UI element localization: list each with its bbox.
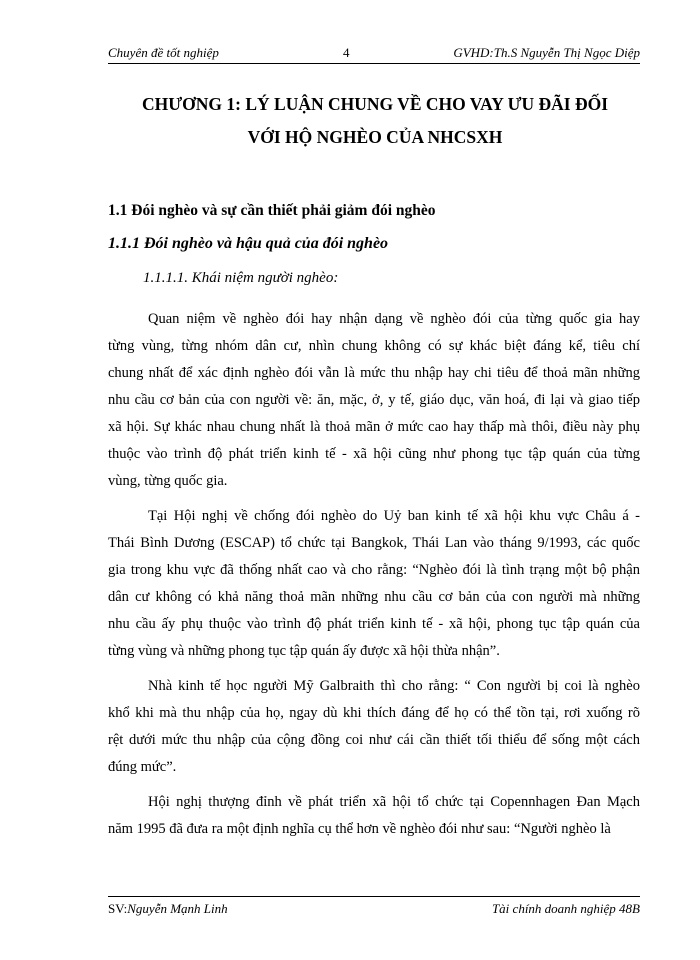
student-label: SV: [108,901,128,916]
text-line: nhu cầu ấy phụ thuộc vào trình độ phát triển kinh tế - xã hội, phong tục tập quán của [108,616,640,632]
paragraph [108,306,640,495]
text-line: gia trong khu vực đã thống nhất cao và cho rằng: “Nghèo đói là tình trạng một bộ phận [108,562,640,578]
body-text [108,306,640,851]
subsubsection-heading: 1.1.1.1. Khái niệm người nghèo: [143,270,339,286]
header-advisor: GVHD:Th.S Nguyễn Thị Ngọc Diệp [453,45,640,60]
paragraph [108,673,640,781]
text-line: xã hội. Sự khác nhau chung nhất là thoả mãn ở mức cao hay thấp mà thôi, điều này phụ [108,419,640,435]
text-line: chung nhất để xác định nghèo đói vẫn là mức thu nhập hay chi tiêu để thoả mãn những [108,365,640,381]
student-name: Nguyễn Mạnh Linh [127,901,228,916]
footer-major: Tài chính doanh nghiệp 48B [491,901,640,916]
text-line: nhu cầu cơ bản của con người về: ăn, mặc, ở, y tế, giáo dục, văn hoá, đi lại và giao tiếp [108,392,640,408]
footer-student [108,901,228,917]
text-line: Nhà kinh tế học người Mỹ Galbraith thì cho rằng: “ Con người bị coi là nghèo [148,678,640,694]
text-line: Quan niệm về nghèo đói hay nhận dạng về nghèo đói của từng quốc gia hay [148,311,640,327]
paragraph [108,503,640,665]
paragraph [108,789,640,843]
text-line: dân cư không có khả năng thoả mãn những nhu cầu cơ bản của con người mà những [108,589,640,605]
text-line: từng vùng, từng nhóm dân cư, nhìn chung không có sự khác biệt đáng kể, tiêu chí [108,338,640,354]
subsection-heading: 1.1.1 Đói nghèo và hậu quả của đói nghèo [108,235,389,252]
text-line: Thái Bình Dương (ESCAP) tổ chức tại Bangkok, Thái Lan vào tháng 9/1993, các quốc [108,535,640,551]
page-number: 4 [343,45,350,60]
text-line: Hội nghị thượng đỉnh về phát triển xã hội tổ chức tại Copennhagen Đan Mạch [148,794,640,810]
page-footer [108,896,640,916]
text-line: khổ khi mà thu nhập của họ, ngay dù khi thích đáng để họ có thể tồn tại, rơi xuống rõ [108,705,640,721]
section-heading: 1.1 Đói nghèo và sự cần thiết phải giảm đói nghèo [108,202,436,219]
text-line: vùng, từng quốc gia. [108,473,228,489]
text-line: rệt dưới mức thu nhập của cộng đồng coi như cái cần thiết tối thiểu để sống một cách [108,732,640,748]
text-line: thuộc vào trình độ phát triển kinh tế - xã hội cũng như phong tục tập quán của từng [108,446,640,462]
header-doc-type: Chuyên đề tốt nghiệp [108,45,219,60]
page-header [108,42,640,64]
chapter-title [80,88,670,154]
text-line: Tại Hội nghị về chống đói nghèo do Uỷ ban kinh tế xã hội khu vực Châu á - [148,508,640,524]
text-line: đúng mức”. [108,759,177,775]
text-line: năm 1995 đã đưa ra một định nghĩa cụ thể hơn về nghèo đói như sau: “Người nghèo là [108,821,611,837]
chapter-title-line: CHƯƠNG 1: LÝ LUẬN CHUNG VỀ CHO VAY ƯU ĐÃI ĐỐI [141,94,609,114]
chapter-title-line: VỚI HỘ NGHÈO CỦA NHCSXH [247,127,503,147]
text-line: từng vùng và những phong tục tập quán ấy được xã hội thừa nhận”. [108,643,500,659]
